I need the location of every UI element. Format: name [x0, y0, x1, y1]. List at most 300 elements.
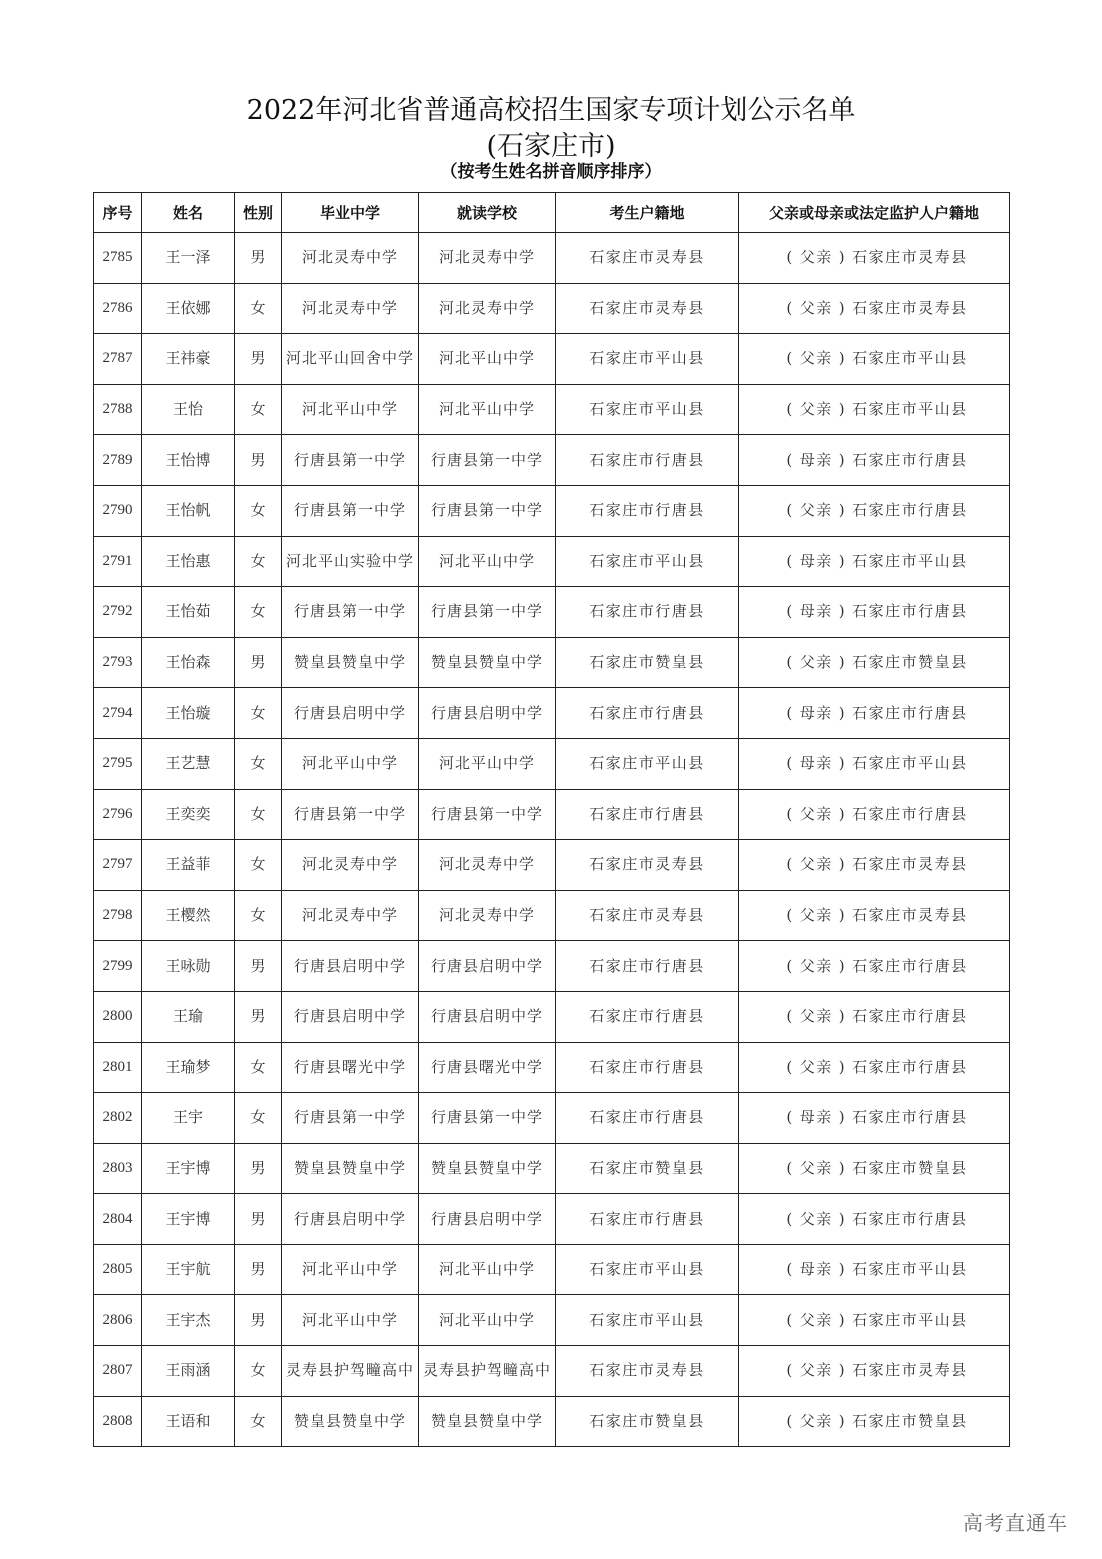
- cell-current-school: 河北平山中学: [419, 334, 556, 385]
- cell-name: 王怡帆: [142, 485, 235, 536]
- open-paren: (: [786, 1057, 794, 1076]
- watermark: 高考直通车: [963, 1511, 1068, 1535]
- cell-guardian-registry: [739, 840, 1010, 891]
- open-paren: (: [786, 1361, 794, 1380]
- cell-guardian-registry: [739, 1194, 1010, 1245]
- cell-gender: 女: [235, 1042, 282, 1093]
- cell-gender: 女: [235, 840, 282, 891]
- guardian-relation: 母亲: [799, 551, 833, 570]
- cell-guardian-registry: [739, 890, 1010, 941]
- guardian-relation: 父亲: [799, 1057, 833, 1076]
- cell-guardian-registry: [739, 688, 1010, 739]
- table-row: [94, 1396, 1010, 1447]
- cell-current-school: 行唐县启明中学: [419, 688, 556, 739]
- cell-guardian-registry: [739, 1244, 1010, 1295]
- open-paren: (: [786, 349, 794, 368]
- close-paren: ): [838, 703, 847, 722]
- cell-registry: 石家庄市行唐县: [556, 587, 739, 638]
- table-row: [94, 587, 1010, 638]
- guardian-registry: 石家庄市行唐县: [852, 1209, 968, 1228]
- cell-registry: 石家庄市行唐县: [556, 941, 739, 992]
- guardian-relation: 父亲: [799, 400, 833, 419]
- cell-gender: 女: [235, 789, 282, 840]
- cell-guardian-registry: [739, 283, 1010, 334]
- guardian-registry: 石家庄市灵寿县: [852, 248, 968, 267]
- cell-seq: 2805: [94, 1244, 142, 1295]
- cell-current-school: 行唐县启明中学: [419, 991, 556, 1042]
- close-paren: ): [838, 1209, 847, 1228]
- cell-grad-school: 行唐县第一中学: [282, 485, 419, 536]
- open-paren: (: [786, 1411, 794, 1430]
- cell-name: 王怡: [142, 384, 235, 435]
- open-paren: (: [786, 248, 794, 267]
- cell-grad-school: 行唐县第一中学: [282, 587, 419, 638]
- cell-gender: 女: [235, 890, 282, 941]
- cell-gender: 女: [235, 536, 282, 587]
- cell-name: 王奕奕: [142, 789, 235, 840]
- open-paren: (: [786, 1158, 794, 1177]
- cell-gender: 女: [235, 688, 282, 739]
- guardian-relation: 父亲: [799, 1007, 833, 1026]
- cell-current-school: 行唐县启明中学: [419, 941, 556, 992]
- close-paren: ): [838, 804, 847, 823]
- roster-table: [93, 192, 1010, 1447]
- cell-guardian-registry: [739, 485, 1010, 536]
- open-paren: (: [786, 450, 794, 469]
- guardian-relation: 父亲: [799, 804, 833, 823]
- guardian-relation: 父亲: [799, 956, 833, 975]
- guardian-registry: 石家庄市行唐县: [852, 804, 968, 823]
- cell-name: 王一泽: [142, 233, 235, 284]
- table-row: [94, 1042, 1010, 1093]
- open-paren: (: [786, 653, 794, 672]
- table-row: [94, 384, 1010, 435]
- document-subtitle: (石家庄市): [486, 131, 616, 162]
- cell-grad-school: 行唐县启明中学: [282, 688, 419, 739]
- cell-guardian-registry: [739, 384, 1010, 435]
- cell-grad-school: 河北平山实验中学: [282, 536, 419, 587]
- cell-current-school: 赞皇县赞皇中学: [419, 1396, 556, 1447]
- guardian-relation: 父亲: [799, 1361, 833, 1380]
- header-registry: 考生户籍地: [556, 193, 739, 233]
- table-row: [94, 1346, 1010, 1397]
- cell-grad-school: 河北灵寿中学: [282, 840, 419, 891]
- cell-guardian-registry: [739, 1093, 1010, 1144]
- guardian-registry: 石家庄市平山县: [852, 1310, 968, 1329]
- cell-grad-school: 行唐县启明中学: [282, 941, 419, 992]
- open-paren: (: [786, 855, 794, 874]
- guardian-relation: 父亲: [799, 349, 833, 368]
- table-row: [94, 1194, 1010, 1245]
- close-paren: ): [838, 754, 847, 773]
- cell-guardian-registry: [739, 1295, 1010, 1346]
- guardian-relation: 母亲: [799, 602, 833, 621]
- close-paren: ): [838, 855, 847, 874]
- close-paren: ): [838, 1310, 847, 1329]
- cell-gender: 男: [235, 991, 282, 1042]
- close-paren: ): [838, 653, 847, 672]
- table-row: [94, 536, 1010, 587]
- cell-seq: 2793: [94, 637, 142, 688]
- cell-seq: 2804: [94, 1194, 142, 1245]
- close-paren: ): [838, 450, 847, 469]
- guardian-relation: 母亲: [799, 754, 833, 773]
- cell-guardian-registry: [739, 991, 1010, 1042]
- table-row: [94, 1295, 1010, 1346]
- cell-current-school: 行唐县曙光中学: [419, 1042, 556, 1093]
- cell-current-school: 行唐县第一中学: [419, 789, 556, 840]
- table-row: [94, 233, 1010, 284]
- close-paren: ): [838, 1057, 847, 1076]
- cell-grad-school: 赞皇县赞皇中学: [282, 637, 419, 688]
- cell-current-school: 行唐县第一中学: [419, 485, 556, 536]
- close-paren: ): [838, 1260, 847, 1279]
- table-row: [94, 1143, 1010, 1194]
- cell-grad-school: 灵寿县护驾疃高中: [282, 1346, 419, 1397]
- cell-name: 王怡博: [142, 435, 235, 486]
- cell-gender: 男: [235, 941, 282, 992]
- cell-grad-school: 河北平山中学: [282, 384, 419, 435]
- cell-grad-school: 行唐县第一中学: [282, 789, 419, 840]
- cell-grad-school: 河北灵寿中学: [282, 233, 419, 284]
- cell-guardian-registry: [739, 1042, 1010, 1093]
- cell-seq: 2806: [94, 1295, 142, 1346]
- guardian-registry: 石家庄市行唐县: [852, 450, 968, 469]
- close-paren: ): [838, 400, 847, 419]
- open-paren: (: [786, 400, 794, 419]
- cell-gender: 男: [235, 233, 282, 284]
- cell-registry: 石家庄市赞皇县: [556, 1143, 739, 1194]
- cell-registry: 石家庄市行唐县: [556, 1194, 739, 1245]
- open-paren: (: [786, 1260, 794, 1279]
- cell-grad-school: 行唐县曙光中学: [282, 1042, 419, 1093]
- cell-name: 王瑜: [142, 991, 235, 1042]
- cell-name: 王瑜梦: [142, 1042, 235, 1093]
- cell-grad-school: 赞皇县赞皇中学: [282, 1143, 419, 1194]
- open-paren: (: [786, 602, 794, 621]
- cell-gender: 女: [235, 1396, 282, 1447]
- cell-grad-school: 河北平山中学: [282, 738, 419, 789]
- open-paren: (: [786, 754, 794, 773]
- guardian-relation: 父亲: [799, 248, 833, 267]
- cell-guardian-registry: [739, 587, 1010, 638]
- cell-registry: 石家庄市平山县: [556, 536, 739, 587]
- open-paren: (: [786, 1108, 794, 1127]
- cell-seq: 2788: [94, 384, 142, 435]
- cell-name: 王怡森: [142, 637, 235, 688]
- cell-current-school: 河北平山中学: [419, 738, 556, 789]
- cell-registry: 石家庄市平山县: [556, 384, 739, 435]
- table-row: [94, 840, 1010, 891]
- cell-name: 王怡茹: [142, 587, 235, 638]
- header-guardian-registry: 父亲或母亲或法定监护人户籍地: [739, 193, 1010, 233]
- cell-registry: 石家庄市行唐县: [556, 1093, 739, 1144]
- cell-registry: 石家庄市灵寿县: [556, 1346, 739, 1397]
- close-paren: ): [838, 956, 847, 975]
- cell-registry: 石家庄市平山县: [556, 738, 739, 789]
- cell-seq: 2789: [94, 435, 142, 486]
- cell-name: 王怡璇: [142, 688, 235, 739]
- guardian-relation: 母亲: [799, 450, 833, 469]
- header-name: 姓名: [142, 193, 235, 233]
- cell-current-school: 赞皇县赞皇中学: [419, 637, 556, 688]
- cell-gender: 女: [235, 1093, 282, 1144]
- guardian-registry: 石家庄市行唐县: [852, 501, 968, 520]
- cell-grad-school: 河北灵寿中学: [282, 890, 419, 941]
- guardian-registry: 石家庄市平山县: [852, 551, 968, 570]
- cell-current-school: 灵寿县护驾疃高中: [419, 1346, 556, 1397]
- guardian-relation: 父亲: [799, 1158, 833, 1177]
- cell-name: 王宇杰: [142, 1295, 235, 1346]
- cell-name: 王宇: [142, 1093, 235, 1144]
- guardian-relation: 母亲: [799, 703, 833, 722]
- cell-guardian-registry: [739, 1346, 1010, 1397]
- cell-current-school: 河北平山中学: [419, 1295, 556, 1346]
- guardian-registry: 石家庄市平山县: [852, 1260, 968, 1279]
- close-paren: ): [838, 1158, 847, 1177]
- close-paren: ): [838, 501, 847, 520]
- close-paren: ): [838, 906, 847, 925]
- header-gender: 性别: [235, 193, 282, 233]
- cell-grad-school: 河北平山回舍中学: [282, 334, 419, 385]
- cell-registry: 石家庄市赞皇县: [556, 637, 739, 688]
- close-paren: ): [838, 248, 847, 267]
- cell-name: 王益菲: [142, 840, 235, 891]
- cell-current-school: 河北平山中学: [419, 536, 556, 587]
- cell-name: 王樱然: [142, 890, 235, 941]
- cell-gender: 女: [235, 738, 282, 789]
- cell-name: 王宇博: [142, 1143, 235, 1194]
- cell-seq: 2785: [94, 233, 142, 284]
- cell-name: 王依娜: [142, 283, 235, 334]
- cell-seq: 2792: [94, 587, 142, 638]
- cell-registry: 石家庄市平山县: [556, 1295, 739, 1346]
- header-seq: 序号: [94, 193, 142, 233]
- cell-seq: 2801: [94, 1042, 142, 1093]
- cell-guardian-registry: [739, 637, 1010, 688]
- guardian-registry: 石家庄市赞皇县: [852, 1158, 968, 1177]
- cell-gender: 男: [235, 1295, 282, 1346]
- cell-seq: 2802: [94, 1093, 142, 1144]
- table-row: [94, 283, 1010, 334]
- guardian-registry: 石家庄市行唐县: [852, 956, 968, 975]
- cell-gender: 男: [235, 637, 282, 688]
- cell-registry: 石家庄市行唐县: [556, 485, 739, 536]
- cell-registry: 石家庄市行唐县: [556, 1042, 739, 1093]
- close-paren: ): [838, 349, 847, 368]
- cell-name: 王咏勋: [142, 941, 235, 992]
- open-paren: (: [786, 906, 794, 925]
- table-row: [94, 789, 1010, 840]
- open-paren: (: [786, 703, 794, 722]
- cell-current-school: 行唐县第一中学: [419, 587, 556, 638]
- cell-name: 王艺慧: [142, 738, 235, 789]
- table-row: [94, 485, 1010, 536]
- cell-seq: 2790: [94, 485, 142, 536]
- cell-guardian-registry: [739, 1396, 1010, 1447]
- cell-registry: 石家庄市灵寿县: [556, 840, 739, 891]
- table-row: [94, 334, 1010, 385]
- cell-seq: 2796: [94, 789, 142, 840]
- guardian-registry: 石家庄市行唐县: [852, 1108, 968, 1127]
- cell-name: 王雨涵: [142, 1346, 235, 1397]
- guardian-registry: 石家庄市行唐县: [852, 703, 968, 722]
- table-row: [94, 738, 1010, 789]
- cell-seq: 2797: [94, 840, 142, 891]
- close-paren: ): [838, 551, 847, 570]
- cell-registry: 石家庄市行唐县: [556, 991, 739, 1042]
- guardian-relation: 父亲: [799, 1310, 833, 1329]
- close-paren: ): [838, 1411, 847, 1430]
- open-paren: (: [786, 804, 794, 823]
- guardian-relation: 父亲: [799, 1209, 833, 1228]
- guardian-relation: 父亲: [799, 501, 833, 520]
- cell-name: 王祎豪: [142, 334, 235, 385]
- header-grad-school: 毕业中学: [282, 193, 419, 233]
- cell-current-school: 行唐县第一中学: [419, 1093, 556, 1144]
- cell-guardian-registry: [739, 536, 1010, 587]
- cell-gender: 女: [235, 283, 282, 334]
- cell-gender: 女: [235, 485, 282, 536]
- cell-gender: 男: [235, 435, 282, 486]
- cell-guardian-registry: [739, 233, 1010, 284]
- cell-seq: 2798: [94, 890, 142, 941]
- guardian-registry: 石家庄市行唐县: [852, 1057, 968, 1076]
- table-row: [94, 637, 1010, 688]
- guardian-relation: 父亲: [799, 1411, 833, 1430]
- guardian-registry: 石家庄市行唐县: [852, 602, 968, 621]
- open-paren: (: [786, 298, 794, 317]
- table-row: [94, 1093, 1010, 1144]
- cell-registry: 石家庄市灵寿县: [556, 233, 739, 284]
- guardian-registry: 石家庄市平山县: [852, 400, 968, 419]
- cell-registry: 石家庄市平山县: [556, 334, 739, 385]
- guardian-registry: 石家庄市赞皇县: [852, 1411, 968, 1430]
- cell-current-school: 河北平山中学: [419, 384, 556, 435]
- cell-registry: 石家庄市赞皇县: [556, 1396, 739, 1447]
- cell-guardian-registry: [739, 334, 1010, 385]
- guardian-relation: 父亲: [799, 653, 833, 672]
- cell-seq: 2794: [94, 688, 142, 739]
- header-row: [94, 193, 1010, 233]
- open-paren: (: [786, 501, 794, 520]
- guardian-registry: 石家庄市灵寿县: [852, 855, 968, 874]
- cell-registry: 石家庄市灵寿县: [556, 283, 739, 334]
- guardian-registry: 石家庄市平山县: [852, 349, 968, 368]
- guardian-relation: 母亲: [799, 1108, 833, 1127]
- sort-note: （按考生姓名拼音顺序排序）: [440, 162, 662, 182]
- guardian-relation: 父亲: [799, 906, 833, 925]
- cell-name: 王宇航: [142, 1244, 235, 1295]
- cell-current-school: 河北灵寿中学: [419, 890, 556, 941]
- cell-gender: 男: [235, 1194, 282, 1245]
- table-row: [94, 991, 1010, 1042]
- close-paren: ): [838, 298, 847, 317]
- cell-seq: 2795: [94, 738, 142, 789]
- guardian-registry: 石家庄市灵寿县: [852, 1361, 968, 1380]
- cell-current-school: 河北灵寿中学: [419, 233, 556, 284]
- cell-grad-school: 河北平山中学: [282, 1244, 419, 1295]
- cell-gender: 男: [235, 334, 282, 385]
- table-row: [94, 941, 1010, 992]
- close-paren: ): [838, 1108, 847, 1127]
- cell-current-school: 行唐县第一中学: [419, 435, 556, 486]
- cell-grad-school: 行唐县第一中学: [282, 1093, 419, 1144]
- open-paren: (: [786, 1310, 794, 1329]
- cell-current-school: 行唐县启明中学: [419, 1194, 556, 1245]
- header-current-school: 就读学校: [419, 193, 556, 233]
- cell-current-school: 河北灵寿中学: [419, 283, 556, 334]
- cell-registry: 石家庄市灵寿县: [556, 890, 739, 941]
- open-paren: (: [786, 551, 794, 570]
- cell-current-school: 河北平山中学: [419, 1244, 556, 1295]
- guardian-registry: 石家庄市平山县: [852, 754, 968, 773]
- cell-name: 王语和: [142, 1396, 235, 1447]
- cell-gender: 女: [235, 384, 282, 435]
- cell-guardian-registry: [739, 941, 1010, 992]
- table-row: [94, 1244, 1010, 1295]
- cell-seq: 2808: [94, 1396, 142, 1447]
- open-paren: (: [786, 1209, 794, 1228]
- table-row: [94, 890, 1010, 941]
- guardian-registry: 石家庄市赞皇县: [852, 653, 968, 672]
- cell-gender: 女: [235, 1346, 282, 1397]
- cell-seq: 2800: [94, 991, 142, 1042]
- cell-seq: 2786: [94, 283, 142, 334]
- open-paren: (: [786, 956, 794, 975]
- document-title: 2022年河北省普通高校招生国家专项计划公示名单: [246, 95, 856, 126]
- cell-seq: 2799: [94, 941, 142, 992]
- cell-guardian-registry: [739, 435, 1010, 486]
- table-row: [94, 688, 1010, 739]
- cell-grad-school: 河北平山中学: [282, 1295, 419, 1346]
- close-paren: ): [838, 602, 847, 621]
- cell-name: 王宇博: [142, 1194, 235, 1245]
- cell-current-school: 赞皇县赞皇中学: [419, 1143, 556, 1194]
- guardian-relation: 父亲: [799, 855, 833, 874]
- cell-current-school: 河北灵寿中学: [419, 840, 556, 891]
- cell-grad-school: 行唐县启明中学: [282, 991, 419, 1042]
- cell-gender: 女: [235, 587, 282, 638]
- guardian-relation: 母亲: [799, 1260, 833, 1279]
- cell-grad-school: 行唐县第一中学: [282, 435, 419, 486]
- guardian-registry: 石家庄市灵寿县: [852, 906, 968, 925]
- cell-guardian-registry: [739, 738, 1010, 789]
- cell-guardian-registry: [739, 1143, 1010, 1194]
- cell-seq: 2803: [94, 1143, 142, 1194]
- cell-gender: 男: [235, 1143, 282, 1194]
- cell-grad-school: 河北灵寿中学: [282, 283, 419, 334]
- roster-body: [94, 233, 1010, 1447]
- cell-seq: 2787: [94, 334, 142, 385]
- cell-grad-school: 行唐县启明中学: [282, 1194, 419, 1245]
- guardian-relation: 父亲: [799, 298, 833, 317]
- close-paren: ): [838, 1361, 847, 1380]
- close-paren: ): [838, 1007, 847, 1026]
- cell-seq: 2807: [94, 1346, 142, 1397]
- cell-registry: 石家庄市平山县: [556, 1244, 739, 1295]
- cell-grad-school: 赞皇县赞皇中学: [282, 1396, 419, 1447]
- cell-registry: 石家庄市行唐县: [556, 789, 739, 840]
- cell-seq: 2791: [94, 536, 142, 587]
- open-paren: (: [786, 1007, 794, 1026]
- guardian-registry: 石家庄市行唐县: [852, 1007, 968, 1026]
- table-row: [94, 435, 1010, 486]
- cell-registry: 石家庄市行唐县: [556, 688, 739, 739]
- cell-name: 王怡惠: [142, 536, 235, 587]
- cell-registry: 石家庄市行唐县: [556, 435, 739, 486]
- cell-gender: 男: [235, 1244, 282, 1295]
